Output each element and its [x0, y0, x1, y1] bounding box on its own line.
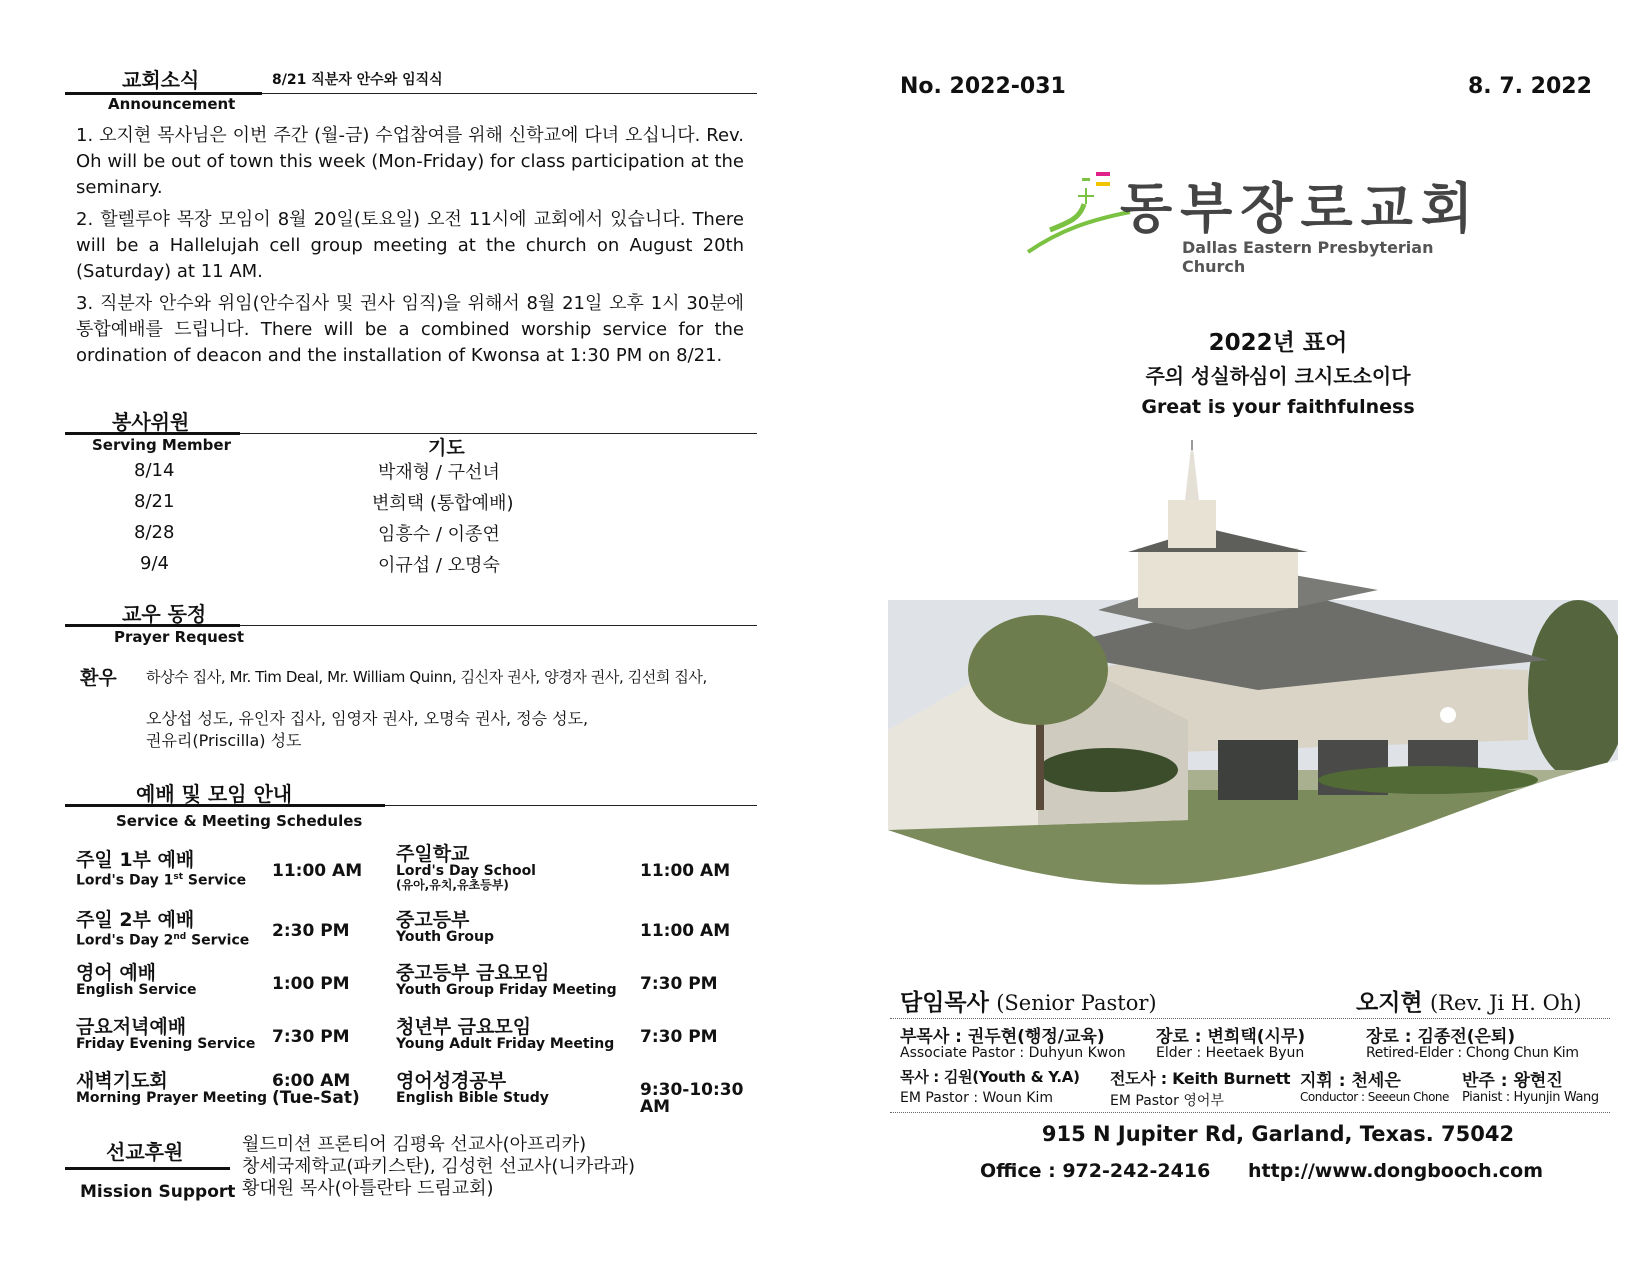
staff-name: 장로 : 김종전(은퇴): [1366, 1027, 1516, 1047]
schedule-name-ko: 주일 1부 예배: [76, 849, 195, 871]
church-building-image: [888, 440, 1618, 900]
staff-title: Conductor : Seeeun Chone: [1300, 1090, 1449, 1104]
prayer-subtitle: Prayer Request: [114, 628, 245, 646]
announcement-list: [76, 123, 744, 369]
schedule-name-en: [76, 930, 249, 949]
staff-title: Elder : Heetaek Byun: [1156, 1045, 1305, 1061]
schedule-name-ko: 주일 2부 예배: [76, 909, 195, 931]
mission-list: [242, 1134, 635, 1200]
announcement-item: 2. 할렐루야 목장 모임이 8월 20일(토요일) 오전 11시에 교회에서 있습니다. There will be a Hallelujah cell group meeting at the church on August 20th (Saturday) at 11 AM.: [76, 209, 744, 282]
issue-number: No. 2022-031: [900, 74, 1066, 99]
staff-title: Associate Pastor : Duhyun Kwon: [900, 1045, 1126, 1061]
schedule-name-en: English Bible Study: [396, 1090, 549, 1106]
divider: [65, 1167, 230, 1170]
schedule-name-ko: 주일학교: [396, 843, 470, 865]
staff-title: EM Pastor 영어부: [1110, 1093, 1224, 1109]
serving-name: 임흥수 / 이종연: [378, 524, 500, 545]
schedule-time: 11:00 AM: [640, 921, 731, 941]
serving-date: 9/4: [140, 553, 169, 574]
mission-item: 창세국제학교(파키스탄), 김성헌 선교사(니카라과): [242, 1156, 636, 1177]
divider: [890, 1018, 1610, 1019]
church-name-en: Dallas Eastern Presbyterian Church: [1182, 238, 1434, 276]
schedule-time: 9:30-10:30 AM: [640, 1080, 744, 1117]
schedule-item: [396, 963, 617, 998]
staff-title: Retired-Elder : Chong Chun Kim: [1366, 1045, 1579, 1061]
serving-name: 박재형 / 구선녀: [378, 462, 500, 483]
divider: [65, 432, 240, 435]
pastor-name-en: (Rev. Ji H. Oh): [1429, 991, 1582, 1015]
staff-name: 지휘 : 천세은: [1300, 1071, 1401, 1091]
staff-name: 전도사 : Keith Burnett: [1110, 1069, 1291, 1088]
church-address: 915 N Jupiter Rd, Garland, Texas. 75042: [1041, 1122, 1515, 1146]
announcement-subtitle: Announcement: [108, 95, 236, 113]
schedule-name-ko: 청년부 금요모임: [396, 1016, 532, 1038]
prayer-title: 교우 동정: [122, 602, 207, 626]
schedule-name-ko: 중고등부: [396, 909, 470, 931]
schedule-name-en: Youth Group: [396, 929, 494, 945]
schedule-name-en: English Service: [76, 982, 197, 998]
schedule-subtitle: Service & Meeting Schedules: [116, 812, 363, 830]
prayer-names: 하상수 집사, Mr. Tim Deal, Mr. William Quinn, 김신자 권사, 양경자 권사, 김선희 집사,: [146, 668, 707, 686]
office-phone: Office : 972-242-2416: [980, 1160, 1211, 1182]
schedule-name-ko: 영어성경공부: [396, 1070, 507, 1092]
staff-title: Pianist : Hyunjin Wang: [1462, 1090, 1599, 1105]
schedule-time: 11:00 AM: [272, 861, 363, 881]
schedule-time: 11:00 AM: [640, 861, 731, 881]
schedule-item: [76, 910, 249, 949]
schedule-name-en-text: Lord's Day 1: [76, 872, 174, 889]
serving-date: 8/28: [134, 522, 175, 543]
divider: [385, 805, 757, 806]
divider: [262, 93, 757, 94]
ordinal-suffix: nd: [173, 932, 187, 942]
staff-name: 목사 : 김원(Youth & Y.A): [900, 1068, 1080, 1086]
prayer-column-header: 기도: [428, 437, 465, 459]
announcement-item: 3. 직분자 안수와 위임(안수집사 및 권사 임직)을 위해서 8월 21일 오후 1시 30분에 통합예배를 드립니다. There will be a combined worship service for the ordination of deacon and the installation of Kwonsa at 1:30 PM on 8/21.: [76, 293, 744, 366]
announcement-item: 1. 오지현 목사님은 이번 주간 (월-금) 수업참여를 위해 신학교에 다녀 오십니다. Rev. Oh will be out of town this week (Mon-Friday) for class participation at the seminary.: [76, 125, 744, 198]
motto-title: 2022년 표어: [1208, 330, 1348, 356]
mission-subtitle: Mission Support: [80, 1182, 236, 1202]
schedule-name-en: [76, 870, 246, 889]
church-logo: [1020, 160, 1500, 276]
serving-name: 변희택 (통합예배): [372, 493, 514, 514]
schedule-item: [76, 1017, 255, 1052]
serving-subtitle: Serving Member: [92, 436, 231, 454]
schedule-item: [396, 1017, 614, 1052]
divider: [890, 1112, 1610, 1113]
prayer-names: 오상섭 성도, 유인자 집사, 임영자 권사, 오명숙 권사, 정승 성도,: [146, 709, 589, 728]
divider: [65, 624, 240, 627]
senior-pastor-en: (Senior Pastor): [996, 991, 1157, 1015]
schedule-item: [76, 963, 197, 998]
schedule-name-ko: 영어 예배: [76, 962, 157, 984]
schedule-name-ko: 금요저녁예배: [76, 1016, 187, 1038]
divider: [240, 625, 757, 626]
schedule-name-en: Youth Group Friday Meeting: [396, 982, 617, 998]
schedule-item: [76, 850, 246, 889]
motto-en: Great is your faithfulness: [1141, 396, 1415, 418]
schedule-time: 7:30 PM: [640, 974, 718, 994]
staff-name: 반주 : 왕현진: [1462, 1071, 1563, 1091]
schedule-item: [396, 910, 494, 945]
serving-date: 8/14: [134, 460, 175, 481]
schedule-time: 6:00 AM (Tue-Sat): [272, 1071, 360, 1108]
church-name-ko: 동부장로교회: [1120, 177, 1481, 240]
divider: [240, 433, 757, 434]
mission-title: 선교후원: [106, 1140, 184, 1164]
schedule-item: [396, 1071, 549, 1106]
schedule-name-en-text: Service: [183, 872, 247, 889]
schedule-time: 2:30 PM: [272, 921, 350, 941]
schedule-time: 7:30 PM: [272, 1027, 350, 1047]
mission-item: 월드미션 프론티어 김평육 선교사(아프리카): [242, 1134, 587, 1155]
issue-date: 8. 7. 2022: [1468, 74, 1592, 99]
prayer-names: 권유리(Priscilla) 성도: [146, 731, 302, 750]
schedule-title: 예배 및 모임 안내: [136, 782, 293, 806]
patients-label: 환우: [80, 667, 117, 689]
senior-pastor-ko: 담임목사: [900, 990, 989, 1016]
website-link[interactable]: http://www.dongbooch.com: [1248, 1160, 1544, 1182]
serving-title: 봉사위원: [112, 410, 190, 434]
announcement-note: 8/21 직분자 안수와 임직식: [272, 72, 443, 88]
schedule-time: 1:00 PM: [272, 974, 350, 994]
schedule-name-ko: 중고등부 금요모임: [396, 962, 550, 984]
schedule-name-en: Morning Prayer Meeting: [76, 1090, 268, 1106]
mission-item: 황대원 목사(아틀란타 드림교회): [242, 1178, 494, 1199]
senior-pastor-name: [1356, 984, 1582, 1017]
serving-date: 8/21: [134, 491, 175, 512]
schedule-item: [396, 844, 536, 891]
staff-name: 장로 : 변희택(시무): [1156, 1027, 1306, 1047]
schedule-name-sub: (유아,유치,유초등부): [396, 878, 509, 892]
staff-name: 부목사 : 권두현(행정/교육): [900, 1027, 1105, 1047]
motto-ko: 주의 성실하심이 크시도소이다: [1145, 364, 1411, 388]
divider: [65, 804, 385, 807]
staff-title: EM Pastor : Woun Kim: [900, 1090, 1053, 1106]
serving-name: 이규섭 / 오명숙: [378, 555, 500, 576]
schedule-name-en: Friday Evening Service: [76, 1036, 256, 1052]
pastor-name-ko: 오지현: [1356, 990, 1423, 1016]
schedule-name-en: Lord's Day School: [396, 863, 536, 879]
schedule-item: [76, 1071, 267, 1106]
schedule-name-en-text: Service: [186, 932, 250, 949]
schedule-time: 7:30 PM: [640, 1027, 718, 1047]
schedule-name-en: Young Adult Friday Meeting: [396, 1036, 615, 1052]
senior-pastor-label: [900, 984, 1157, 1017]
schedule-name-ko: 새벽기도회: [76, 1070, 168, 1092]
ordinal-suffix: st: [173, 872, 184, 882]
schedule-name-en-text: Lord's Day 2: [76, 932, 174, 949]
announcement-title: 교회소식: [122, 68, 200, 92]
